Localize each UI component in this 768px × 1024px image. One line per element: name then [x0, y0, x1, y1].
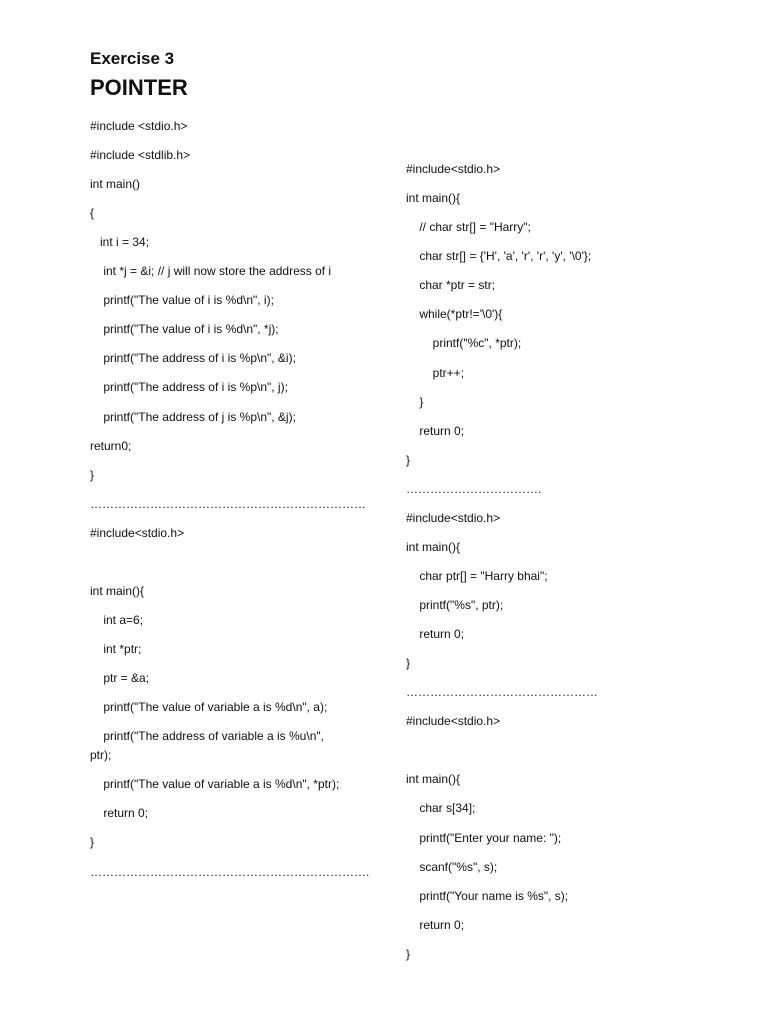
code-line: char ptr[] = "Harry bhai";: [406, 569, 548, 583]
code-line: return 0;: [90, 806, 149, 820]
code-line: int a=6;: [90, 613, 144, 627]
code-line: int *j = &i; // j will now store the address of i: [90, 264, 332, 278]
code-line: printf("Enter your name: ");: [406, 831, 562, 845]
code-line: char *ptr = str;: [406, 278, 496, 292]
code-line: }: [406, 395, 424, 409]
code-line: #include<stdio.h>: [406, 511, 501, 525]
code-line: while(*ptr!='\0'){: [406, 307, 503, 321]
code-line: int main(){: [406, 540, 461, 554]
code-line: #include<stdio.h>: [406, 162, 501, 176]
exercise-heading: Exercise 3: [90, 49, 175, 68]
code-line: int main(){: [406, 191, 461, 205]
code-line: char s[34];: [406, 801, 476, 815]
code-line: #include<stdio.h>: [406, 714, 501, 728]
separator-line: …………………………………………………………….: [90, 865, 370, 879]
code-line: char str[] = {'H', 'a', 'r', 'r', 'y', '\0'};: [406, 249, 592, 263]
code-line: return 0;: [406, 424, 465, 438]
topic-heading: POINTER: [90, 75, 188, 100]
code-line: return 0;: [406, 918, 465, 932]
code-line: int main(): [90, 177, 141, 191]
code-line: printf("The address of variable a is %u\n",: [90, 729, 324, 743]
code-line: }: [90, 468, 95, 482]
code-line: }: [90, 835, 95, 849]
code-line: printf("The address of i is %p\n", j);: [90, 380, 288, 394]
separator-line: ……………………………………………………………: [90, 497, 366, 511]
code-line: ptr = &a;: [90, 671, 150, 685]
code-line: ptr++;: [406, 366, 465, 380]
code-line: #include<stdio.h>: [90, 526, 185, 540]
code-line: printf("%s", ptr);: [406, 598, 504, 612]
code-line: return 0;: [406, 627, 465, 641]
code-line: printf("The address of j is %p\n", &j);: [90, 410, 296, 424]
code-line: int *ptr;: [90, 642, 142, 656]
code-line: printf("Your name is %s", s);: [406, 889, 569, 903]
code-line: #include <stdio.h>: [90, 119, 188, 133]
code-line: int main(){: [90, 584, 145, 598]
code-line: }: [406, 453, 411, 467]
code-line: printf("The value of i is %d\n", *j);: [90, 322, 279, 336]
code-line: {: [90, 206, 95, 220]
code-line: int i = 34;: [90, 235, 150, 249]
code-line: return0;: [90, 439, 132, 453]
code-line: ptr);: [90, 748, 112, 762]
separator-line: …………………………….: [406, 482, 542, 496]
code-line: printf("The address of i is %p\n", &i);: [90, 351, 296, 365]
code-line: printf("The value of variable a is %d\n", a);: [90, 700, 328, 714]
separator-line: …………………………………………: [406, 685, 598, 699]
code-line: printf("%c", *ptr);: [406, 336, 522, 350]
code-line: }: [406, 947, 411, 961]
code-line: #include <stdlib.h>: [90, 148, 191, 162]
code-line: int main(){: [406, 772, 461, 786]
code-line: }: [406, 656, 411, 670]
code-line: // char str[] = "Harry";: [406, 220, 531, 234]
code-line: printf("The value of i is %d\n", i);: [90, 293, 274, 307]
code-line: scanf("%s", s);: [406, 860, 498, 874]
code-line: printf("The value of variable a is %d\n", *ptr);: [90, 777, 340, 791]
